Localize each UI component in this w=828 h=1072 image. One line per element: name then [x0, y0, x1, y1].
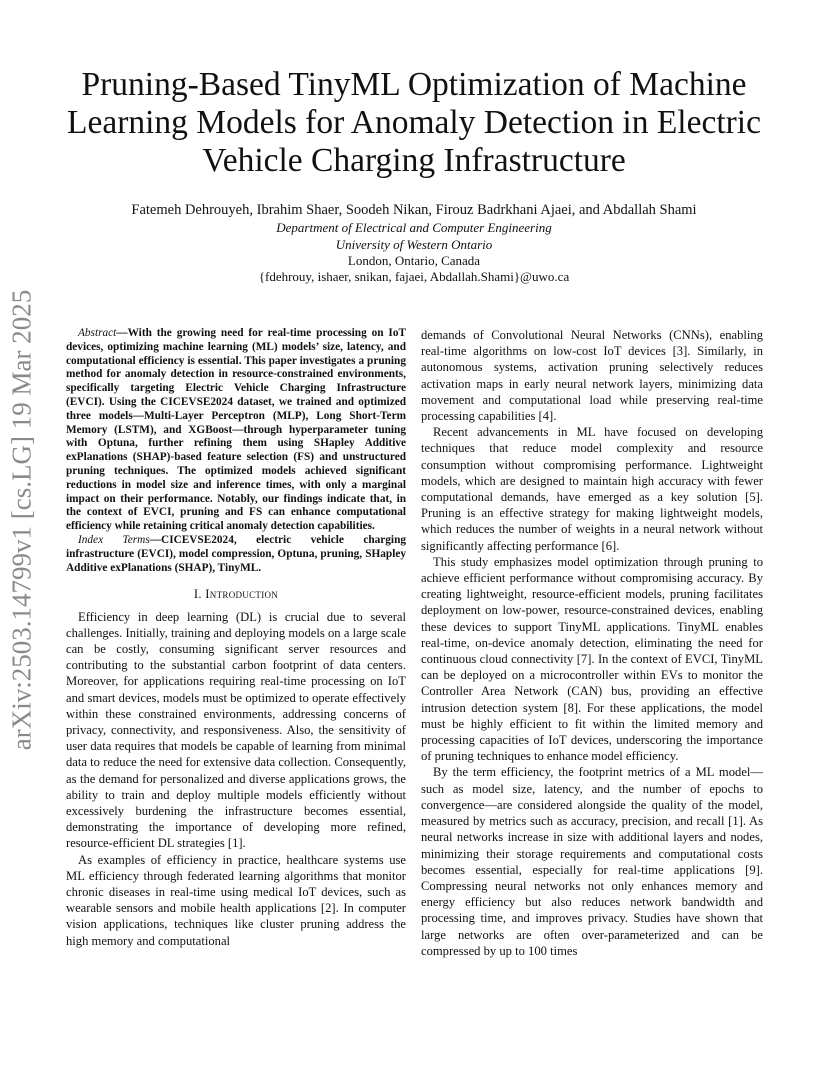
paragraph: Recent advancements in ML have focused on developing techniques that reduce model complexity and resource consumption without compromising performance. Lightweight models, which are designed to maintain high accuracy with fewer computational demands, have emerged as a key solution [5]. Pruning is an effective strategy for making lightweight models, which reduces the number of weights in a neural network without significantly affecting performance [6].	[421, 425, 763, 553]
paragraph: Efficiency in deep learning (DL) is crucial due to several challenges. Initially, training and deploying models on a large scale can be costly, consuming significant server resources and contributing to the substantial carbon footprint of data centers. Moreover, for applications requiring real-time processing on IoT and smart devices, models must be optimized to operate effectively within these constrained environments, addressing concerns of privacy, connectivity, and responsiveness. Also, the sensitivity of user data requires that models be capable of learning from minimal data to reduce the need for extensive data collection. Consequently, as the demand for personalized and diverse applications grows, the ability to train and deploy multiple models efficiently without excessively burdening the infrastructure becomes essential, demonstrating the importance of developing more refined, resource-efficient DL strategies [1].	[66, 609, 406, 851]
paragraph: This study emphasizes model optimization through pruning to achieve efficient performance without compromising accuracy. By creating lightweight, resource-efficient models, pruning facilitates deployment on low-power, resource-constrained devices, enabling these devices to support TinyML applications. TinyML enables real-time, on-device anomaly detection, eliminating the need for continuous cloud connectivity [7]. In the context of EVCI, TinyML can be deployed on a microcontroller within EVs to monitor the Controller Area Network (CAN) bus, providing an effective intrusion detection system [8]. For these applications, the model must be highly efficient to fit within the limited memory and processing capacities of IoT devices, underscoring the importance of pruning techniques to enhance model efficiency.	[421, 554, 763, 764]
paragraph: By the term efficiency, the footprint metrics of a ML model—such as model size, latency, and the number of epochs to convergence—are considered alongside the quality of the model, measured by metrics such as accuracy, precision, and recall [1]. As neural networks increase in size with additional layers and nodes, minimizing their storage requirements and computational costs becomes essential, especially for real-time applications [9]. Compressing neural networks not only enhances memory and energy efficiency but also reduces network bandwidth and processing time, and improves privacy. Studies have shown that large networks are often over-parameterized and can be compressed by up to 100 times	[421, 765, 763, 958]
section-number: I.	[193, 587, 202, 602]
right-column	[421, 327, 763, 959]
arxiv-stamp-text: arXiv:2503.14799v1 [cs.LG] 19 Mar 2025	[6, 289, 37, 751]
author-emails: {fdehrouy, ishaer, snikan, fajaei, Abdallah.Shami}@uwo.ca	[258, 269, 570, 284]
paper-title: Pruning-Based TinyML Optimization of Machine Learning Models for Anomaly Detection in Electric Vehicle Charging Infrastructure	[67, 66, 761, 179]
author-list: Fatemeh Dehrouyeh, Ibrahim Shaer, Soodeh Nikan, Firouz Badrkhani Ajaei, and Abdallah Shami	[131, 202, 697, 218]
affiliation-location: London, Ontario, Canada	[347, 253, 481, 268]
section-title: Introduction	[205, 587, 279, 602]
index-terms-text: —CICEVSE2024, electric vehicle charging infrastructure (EVCI), model compression, Optuna, pruning, SHapley Additive exPlanations (SHAP), TinyML.	[66, 533, 407, 574]
index-terms	[66, 534, 406, 575]
affiliation-university: University of Western Ontario	[335, 237, 493, 252]
section-heading-introduction	[66, 586, 406, 602]
abstract-text: —With the growing need for real-time processing on IoT devices, optimizing machine learning (ML) models’ size, latency, and computational efficiency is essential. This paper investigates a pruning method for anomaly detection in resource-constrained environments, specifically targeting Electric Vehicle Charging Infrastructure (EVCI). Using the CICEVSE2024 dataset, we trained and optimized three models—Multi-Layer Perceptron (MLP), Long Short-Term Memory (LSTM), and XGBoost—through hyperparameter tuning with Optuna, further refining them using SHapley Additive exPlanations (SHAP)-based feature selection (FS) and unstructured pruning techniques. The optimized models achieved significant reductions in model size and inference times, with only a marginal impact on their performance. Notably, our findings indicate that, in the context of EVCI, pruning and FS can enhance computational efficiency while retaining critical anomaly detection capabilities.	[66, 327, 406, 533]
abstract-label: Abstract	[78, 327, 117, 339]
affiliation-department: Department of Electrical and Computer Engineering	[276, 220, 552, 235]
abstract	[66, 327, 406, 534]
paragraph: As examples of efficiency in practice, healthcare systems use ML efficiency through federated learning algorithms that monitor chronic diseases in real-time using medical IoT devices, such as wearable sensors and mobile health applications [2]. In computer vision applications, techniques like cluster pruning address the high memory and computational	[66, 852, 406, 948]
index-terms-label: Index Terms	[78, 533, 150, 546]
left-column	[66, 327, 406, 949]
paragraph-continuation: demands of Convolutional Neural Networks (CNNs), enabling real-time algorithms on low-cost IoT devices [3]. Similarly, in autonomous systems, activation pruning selectively reduces activation maps in early neural network layers, minimizing data movement and computational load while preserving real-time processing capabilities [4].	[421, 328, 763, 424]
